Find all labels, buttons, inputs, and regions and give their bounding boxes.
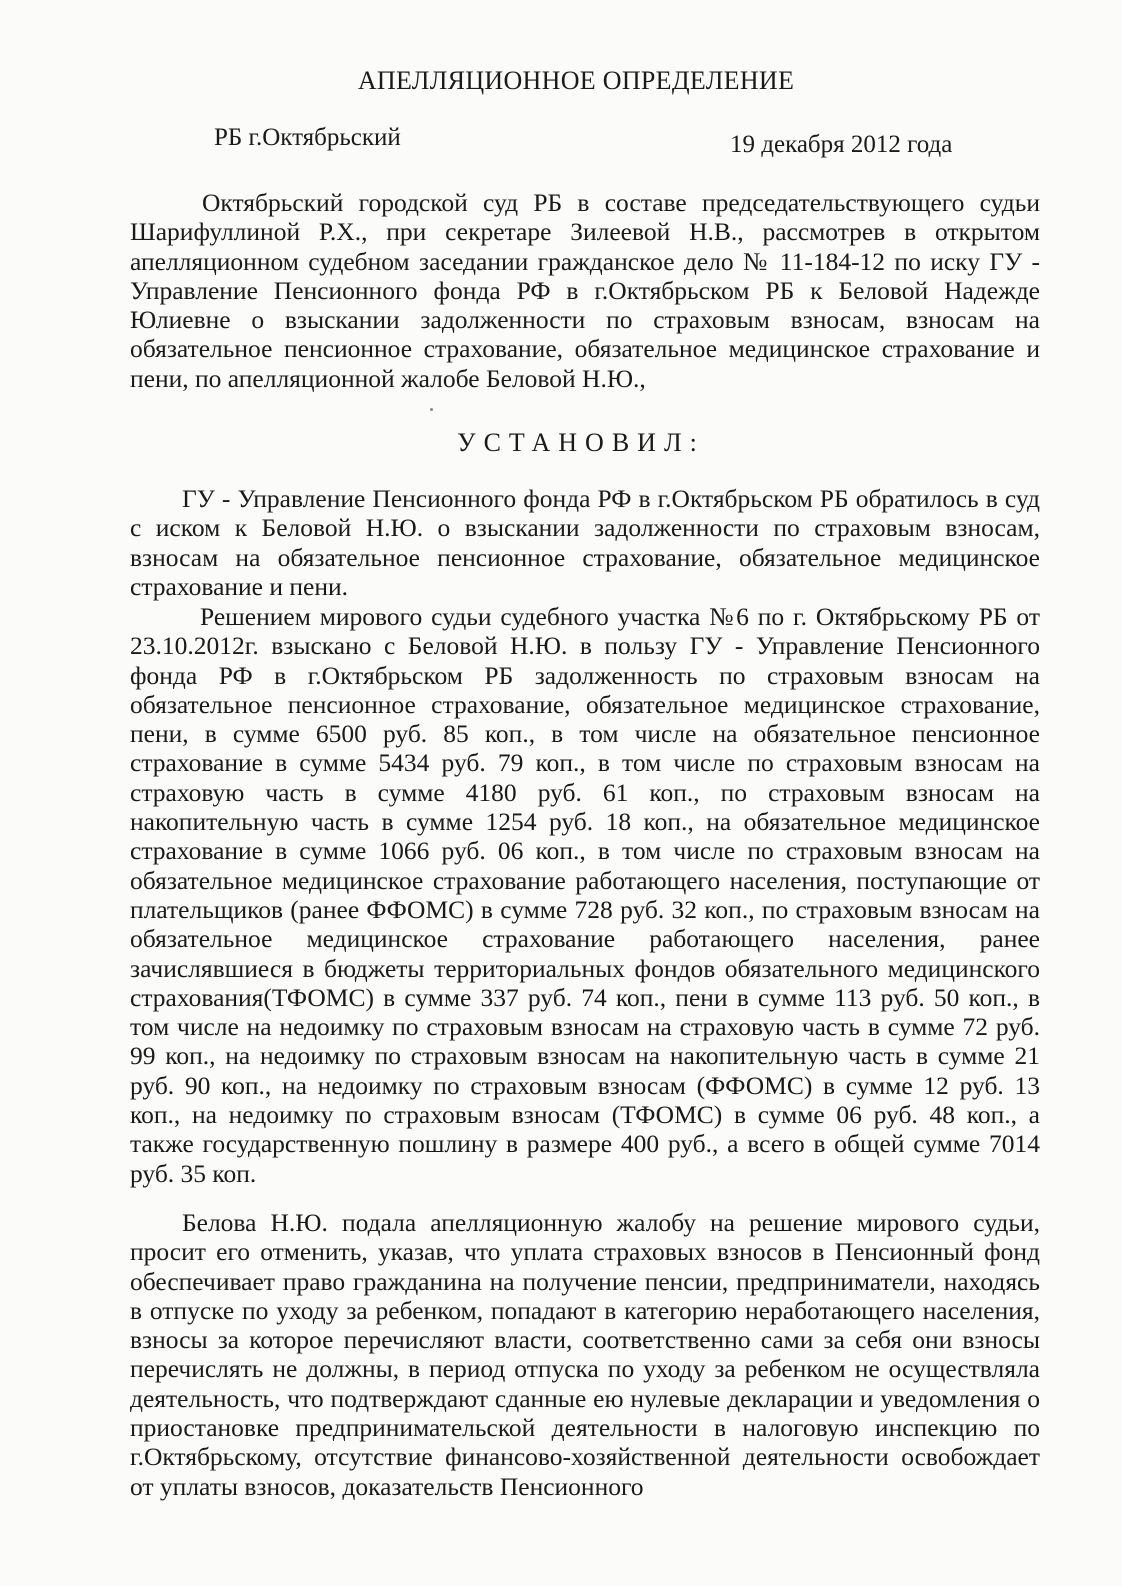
- document-place: РБ г.Октябрьский: [214, 124, 401, 151]
- document-date: 19 декабря 2012 года: [730, 131, 953, 158]
- intro-paragraph: Октябрьский городской суд РБ в составе председательствующего судьи Шарифуллиной Р.Х., при секретаре Зилеевой Н.В., рассмотрев в открытом апелляционном судебном заседании гражданское дело № 11-184-12 по иску ГУ - Управление Пенсионного фонда РФ в г.Октябрьском РБ к Беловой Надежде Юлиевне о взыскании задолженности по страховым взносам, взносам на обязательное пенсионное страхование, обязательное медицинское страхование и пени, по апелляционной жалобе Беловой Н.Ю.,: [130, 188, 1040, 393]
- document-title: АПЕЛЛЯЦИОННОЕ ОПРЕДЕЛЕНИЕ: [357, 66, 795, 95]
- body-paragraph: ГУ - Управление Пенсионного фонда РФ в г.Октябрьском РБ обратилось в суд с иском к Беловой Н.Ю. о взыскании задолженности по страховым взносам, взносам на обязательное пенсионное страхование, обязательное медицинское страхование и пени.: [130, 484, 1040, 601]
- section-heading: УСТАНОВИЛ:: [457, 428, 705, 457]
- scan-speck: [430, 408, 433, 411]
- body-paragraph: Решением мирового судьи судебного участка №6 по г. Октябрьскому РБ от 23.10.2012г. взыскано с Беловой Н.Ю. в пользу ГУ - Управление Пенсионного фонда РФ в г.Октябрьском РБ задолженность по страховым взносам на обязательное пенсионное страхование, обязательное медицинское страхование, пени, в сумме 6500 руб. 85 коп., в том числе на обязательное пенсионное страхование в сумме 5434 руб. 79 коп., в том числе по страховым взносам на страховую часть в сумме 4180 руб. 61 коп., по страховым взносам на накопительную часть в сумме 1254 руб. 18 коп., на обязательное медицинское страхование в сумме 1066 руб. 06 коп., в том числе по страховым взносам на обязательное медицинское страхование работающего населения, поступающие от плательщиков (ранее ФФОМС) в сумме 728 руб. 32 коп., по страховым взносам на обязательное медицинское страхование работающего населения, ранее зачислявшиеся в бюджеты территориальных фондов обязательного медицинского страхования(ТФОМС) в сумме 337 руб. 74 коп., пени в сумме 113 руб. 50 коп., в том числе на недоимку по страховым взносам на страховую часть в сумме 72 руб. 99 коп., на недоимку по страховым взносам на накопительную часть в сумме 21 руб. 90 коп., на недоимку по страховым взносам (ФФОМС) в сумме 12 руб. 13 коп., на недоимку по страховым взносам (ТФОМС) в сумме 06 руб. 48 коп., а также государственную пошлину в размере 400 руб., а всего в общей сумме 7014 руб. 35 коп.: [130, 602, 1040, 1188]
- body-paragraph: Белова Н.Ю. подала апелляционную жалобу на решение мирового судьи, просит его отменить, указав, что уплата страховых взносов в Пенсионный фонд обеспечивает право гражданина на получение пенсии, предприниматели, находясь в отпуске по уходу за ребенком, попадают в категорию неработающего населения, взносы за которое перечисляют власти, соответственно сами за себя они взносы перечислять не должны, в период отпуска по уходу за ребенком не осуществляла деятельность, что подтверждают сданные ею нулевые декларации и уведомления о приостановке предпринимательской деятельности в налоговую инспекцию по г.Октябрьскому, отсутствие финансово-хозяйственной деятельности освобождает от уплаты взносов, доказательств Пенсионного: [130, 1208, 1040, 1501]
